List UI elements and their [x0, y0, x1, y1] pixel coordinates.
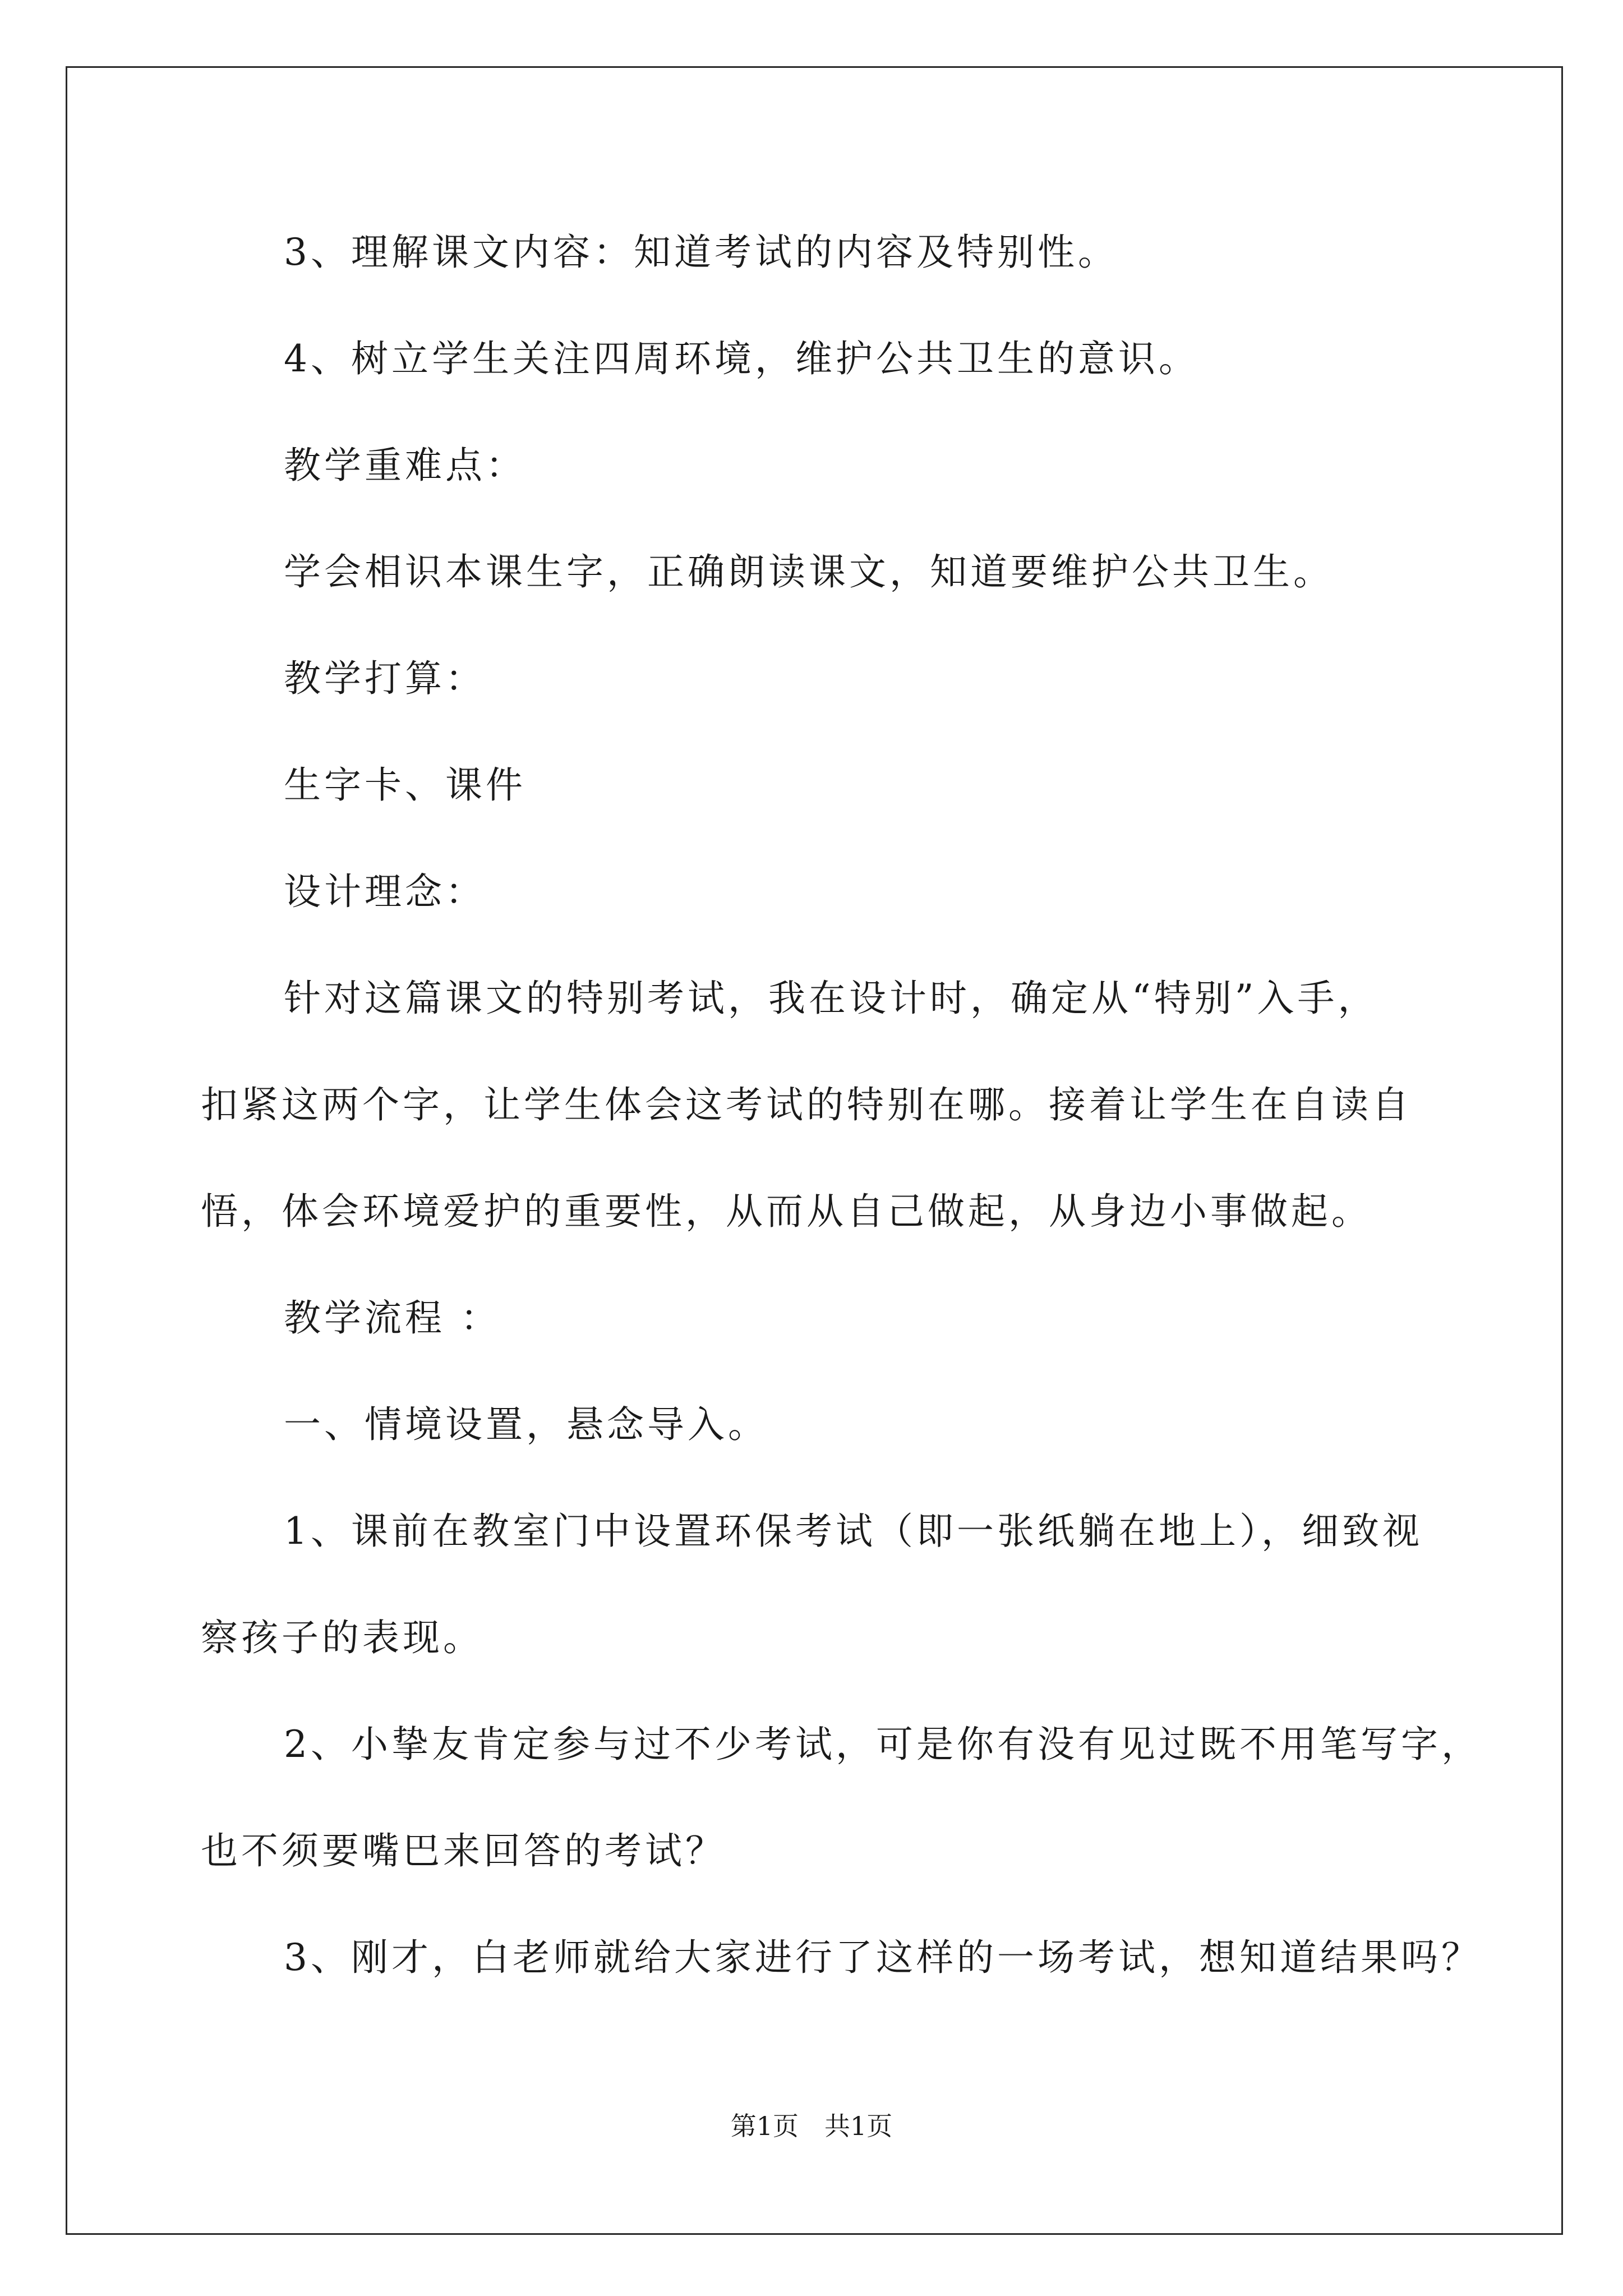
- paragraph-line: 4、树立学生关注四周环境，维护公共卫生的意识。: [284, 337, 1199, 380]
- paragraph-line: 3、刚才，白老师就给大家进行了这样的一场考试，想知道结果吗？: [284, 1936, 1482, 1979]
- page-border: [66, 66, 1563, 2235]
- page-footer: 第1页 共1页: [730, 2111, 893, 2141]
- paragraph-line: 针对这篇课文的特别考试，我在设计时，确定从“特别”入手，: [284, 977, 1378, 1020]
- section-heading: 设计理念：: [284, 870, 486, 913]
- paragraph-line: 1、课前在教室门中设置环保考试（即一张纸躺在地上），细致视: [284, 1510, 1423, 1553]
- paragraph-line: 3、理解课文内容：知道考试的内容及特别性。: [284, 231, 1118, 274]
- paragraph-line: 学会相识本课生字，正确朗读课文，知道要维护公共卫生。: [284, 550, 1334, 593]
- section-heading: 教学重难点：: [284, 444, 526, 487]
- paragraph-line: 也不须要嘴巴来回答的考试？: [201, 1829, 726, 1872]
- paragraph-line: 2、小挚友肯定参与过不少考试，可是你有没有见过既不用笔写字，: [284, 1723, 1482, 1766]
- paragraph-line: 察孩子的表现。: [201, 1616, 483, 1659]
- paragraph-line: 一、情境设置，悬念导入。: [284, 1403, 768, 1446]
- paragraph-line: 悟，体会环境爱护的重要性，从而从自己做起，从身边小事做起。: [201, 1190, 1372, 1233]
- paragraph-line: 扣紧这两个字，让学生体会这考试的特别在哪。接着让学生在自读自: [201, 1083, 1412, 1126]
- section-heading: 教学流程 ：: [284, 1296, 501, 1340]
- paragraph-line: 生字卡、课件: [284, 763, 526, 807]
- section-heading: 教学打算：: [284, 657, 486, 700]
